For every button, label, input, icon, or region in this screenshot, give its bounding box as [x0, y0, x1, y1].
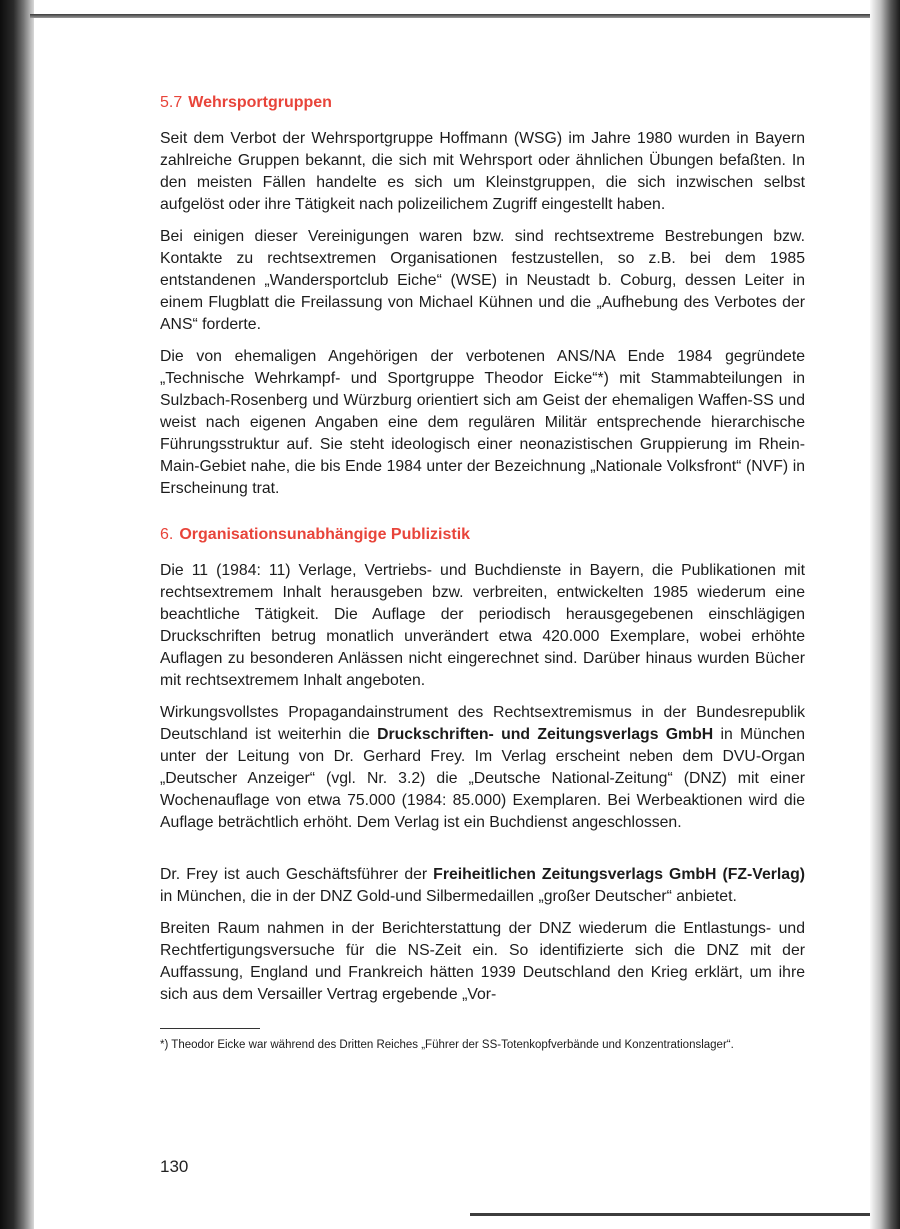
section-heading-5-7: [160, 92, 805, 114]
section-title: Wehrsportgruppen: [188, 94, 332, 111]
paragraph: Die von ehemaligen Angehörigen der verbotenen ANS/NA Ende 1984 gegründete „Technische Wehrkampf- und Sportgruppe Theodor Eicke“*) mit Stammabteilungen in Sulzbach-Rosenberg und Würzburg orientiert sich am Geist der ehemaligen Waffen-SS und weist nach eigenen Angaben eine dem regulären Militär entsprechende hierarchische Führungsstruktur auf. Sie steht ideologisch einer neonazistischen Gruppierung im Rhein-Main-Gebiet nahe, die bis Ende 1984 unter der Bezeichnung „Nationale Volksfront“ (NVF) in Erscheinung trat.: [160, 348, 805, 497]
paragraph: Seit dem Verbot der Wehrsportgruppe Hoffmann (WSG) im Jahre 1980 wurden in Bayern zahlreiche Gruppen bekannt, die sich mit Wehrsport oder ähnlichen Übungen befaßten. In den meisten Fällen handelte es sich um Kleinstgruppen, die sich inzwischen selbst aufgelöst oder ihre Tätigkeit nach polizeilichem Zugriff eingestellt haben.: [160, 130, 805, 213]
paragraph: Breiten Raum nahmen in der Berichterstattung der DNZ wiederum die Entlastungs- und Rechtfertigungsversuche für die NS-Zeit ein. So identifizierte sich die DNZ mit der Auffassung, England und Frankreich hätten 1939 Deutschland den Krieg erklärt, um ihre sich aus dem Versailler Vertrag ergebende „Vor-: [160, 920, 805, 1003]
paragraph: Die 11 (1984: 11) Verlage, Vertriebs- und Buchdienste in Bayern, die Publikationen mit rechtsextremem Inhalt herausgeben bzw. verbreiten, entwickelten 1985 wiederum eine beachtliche Tätigkeit. Die Auflage der periodisch herausgegebenen einschlägigen Druckschriften betrug monatlich unverändert etwa 420.000 Exemplare, wobei erhöhte Auflagen zu besonderen Anlässen nicht eingerechnet sind. Darüber hinaus wurden Bücher mit rechtsextremem Inhalt angeboten.: [160, 562, 805, 689]
footnote-divider: [160, 1028, 260, 1029]
page-number: 130: [160, 1157, 189, 1176]
section-number: 6.: [160, 526, 174, 543]
publisher-name: Freiheitlichen Zeitungsverlags GmbH (FZ-Verlag): [433, 866, 805, 883]
paragraph: Bei einigen dieser Vereinigungen waren bzw. sind rechtsextreme Bestrebungen bzw. Kontakte zu rechtsextremen Organisationen festzustellen, so z.B. bei dem 1985 entstandenen „Wandersportclub Eiche“ (WSE) in Neustadt b. Coburg, dessen Leiter in einem Flugblatt die Freilassung von Michael Kühnen und die „Aufhebung des Verbotes der ANS“ forderte.: [160, 228, 805, 333]
footnote: *) Theodor Eicke war während des Dritten Reiches „Führer der SS-Totenkopfverbände und Konzentrationslager“.: [160, 1039, 734, 1051]
paragraph-text: Dr. Frey ist auch Geschäftsführer der: [160, 866, 434, 883]
publisher-name: Druckschriften- und Zeitungsverlags GmbH: [377, 726, 714, 743]
paragraph-text: Wirkungsvollstes Propagandainstrument des Rechtsextremismus in der Bundesrepublik Deutschland ist weiterhin die: [160, 704, 805, 743]
scan-edge-left: [0, 0, 34, 1229]
paragraph-text: in München, die in der DNZ Gold-und Silbermedaillen „großer Deutscher“ anbietet.: [160, 888, 737, 905]
paragraph-text: in München unter der Leitung von Dr. Gerhard Frey. Im Verlag erscheint neben dem DVU-Organ „Deutscher Anzeiger“ (vgl. Nr. 3.2) die „Deutsche National-Zeitung“ (DNZ) mit einer Wochenauflage von etwa 75.000 (1984: 85.000) Exemplaren. Bei Werbeaktionen wird die Auflage beträchtlich erhöht. Dem Verlag ist ein Buchdienst angeschlossen.: [160, 726, 806, 831]
section-heading-6: [160, 524, 805, 546]
paragraph: [160, 864, 805, 908]
section-title: Organisationsunabhängige Publizistik: [179, 526, 471, 543]
scan-edge-top: [30, 14, 870, 18]
page-content: [160, 92, 805, 1054]
section-number: 5.7: [160, 94, 183, 111]
paragraph: [160, 702, 805, 834]
scan-edge-right: [870, 0, 900, 1229]
scan-edge-bottom: [470, 1213, 870, 1216]
